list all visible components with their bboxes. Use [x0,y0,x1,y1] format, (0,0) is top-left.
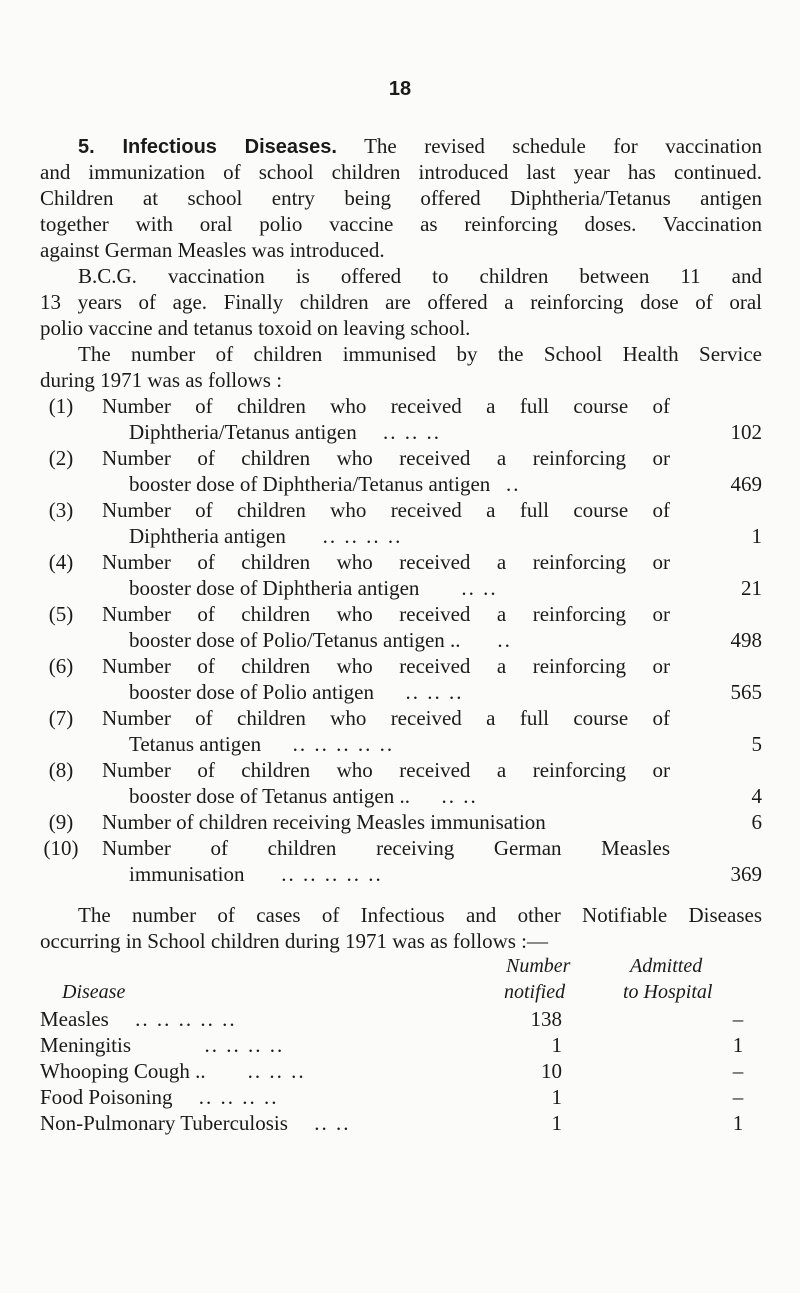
para3-line2: during 1971 was as follows : [40,368,283,392]
para1-line3: Children at school entry being offered Diphtheria/Tetanus antigen [40,186,762,210]
para1-line4: together with oral polio vaccine as reinforcing doses. Vaccination [40,212,762,236]
header-admitted: Admitted [630,955,703,977]
para3-line1: The number of children immunised by the School Health Service [78,342,762,366]
section-heading: 5. Infectious Diseases. [78,136,337,158]
header-disease: Disease [62,981,126,1003]
infectious-intro-line1: The number of cases of Infectious and other Notifiable Diseases [78,903,762,927]
table-row: Food Poisoning .. .. .. .. 1 – [40,1085,744,1109]
para1-line2: and immunization of school children introduced last year has continued. [40,160,762,184]
item-value: 369 [730,862,762,886]
page-number: 18 [388,78,412,100]
header-number: Number [506,955,571,977]
para1-line5: against German Measles was introduced. [40,238,385,262]
item-value: 4 [751,784,762,808]
infectious-intro-line2: occurring in School children during 1971 was as follows :— [40,929,548,953]
table-row: Meningitis .. .. .. .. 1 1 [40,1033,744,1057]
diseases-table [40,955,762,1245]
item-value: 6 [751,810,762,834]
para2-line2: 13 years of age. Finally children are offered a reinforcing dose of oral [40,290,762,314]
item-value: 5 [751,732,762,756]
para2-line3: polio vaccine and tetanus toxoid on leaving school. [40,316,471,340]
table-row: Measles .. .. .. .. .. 138 – [40,1007,744,1031]
item-value: 565 [730,680,762,704]
header-notified: notified [504,981,566,1003]
item-value: 1 [751,524,762,548]
table-row: Whooping Cough .. .. .. .. 10 – [40,1059,744,1083]
table-row: Non-Pulmonary Tuberculosis .. .. 1 1 [40,1111,744,1135]
item-value: 469 [730,472,762,496]
para1-line1: 5. Infectious Diseases. The revised schedule for vaccination [78,134,762,158]
item-value: 498 [730,628,762,652]
item-value: 21 [741,576,762,600]
header-to-hospital: to Hospital [623,981,713,1003]
item-value: 102 [730,420,762,444]
para2-line1: B.C.G. vaccination is offered to children between 11 and [78,264,762,288]
